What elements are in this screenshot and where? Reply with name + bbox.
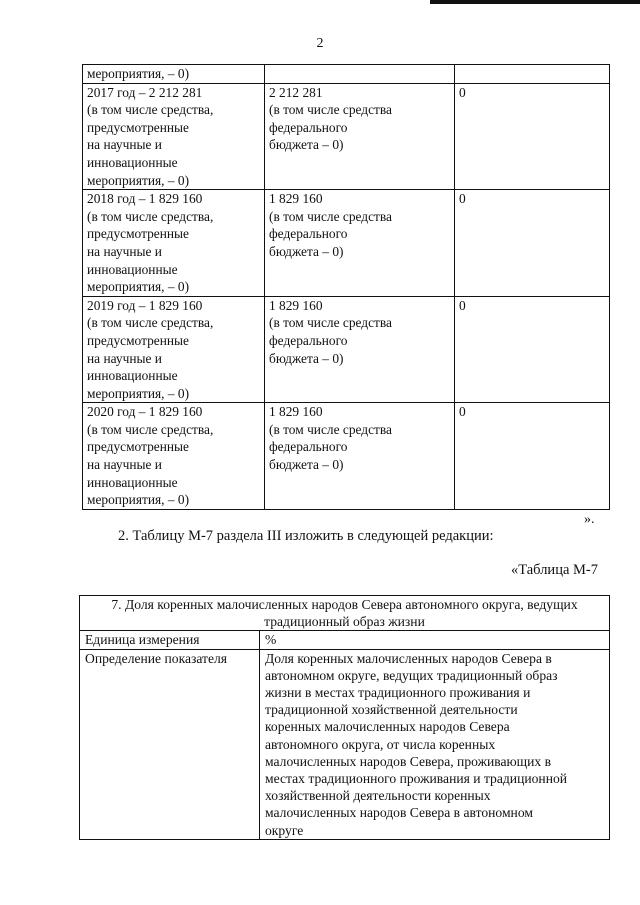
funding-cell-other: 0 bbox=[455, 190, 610, 297]
funding-cell-other: 0 bbox=[455, 403, 610, 510]
cell-line: (в том числе средства bbox=[269, 208, 392, 224]
funding-cell-other: 0 bbox=[455, 296, 610, 403]
definition-label: Определение показателя bbox=[80, 649, 260, 839]
definition-line: традиционной хозяйственной деятельности bbox=[265, 702, 518, 718]
cell-line: (в том числе средства, bbox=[87, 315, 214, 331]
cell-line: (в том числе средства, bbox=[87, 102, 214, 118]
cell-line: на научные и bbox=[87, 137, 162, 153]
cell-line: предусмотренные bbox=[87, 119, 189, 135]
page-top-mark bbox=[430, 0, 640, 4]
cell-line: инновационные bbox=[87, 261, 178, 277]
cell-line: бюджета – 0) bbox=[269, 243, 344, 259]
definition-line: автономном округе, ведущих традиционный образ bbox=[265, 667, 558, 683]
definition-line: жизни в местах традиционного проживания и bbox=[265, 685, 531, 701]
page-number: 2 bbox=[316, 36, 324, 51]
cell-line: федерального bbox=[269, 332, 348, 348]
cell-line: мероприятия, – 0) bbox=[87, 279, 190, 295]
unit-row bbox=[80, 631, 610, 649]
funding-cell-tail: мероприятия, – 0) bbox=[83, 65, 265, 84]
unit-value: % bbox=[260, 631, 610, 649]
cell-line: 2017 год – 2 212 281 bbox=[87, 84, 203, 100]
cell-line: 2020 год – 1 829 160 bbox=[87, 404, 203, 420]
funding-cell-budget bbox=[265, 296, 455, 403]
funding-cell-budget bbox=[265, 190, 455, 297]
cell-line: на научные и bbox=[87, 457, 162, 473]
funding-table bbox=[82, 64, 610, 510]
funding-cell-empty bbox=[455, 65, 610, 84]
definition-line: малочисленных народов Севера в автономном bbox=[265, 805, 533, 821]
definition-line: местах традиционного проживания и традиционной bbox=[265, 771, 568, 787]
definition-line: коренных малочисленных народов Севера bbox=[265, 719, 510, 735]
funding-row-continued bbox=[83, 65, 610, 84]
indicator-title-line: традиционный образ жизни bbox=[264, 614, 425, 630]
funding-cell-other: 0 bbox=[455, 83, 610, 190]
funding-row bbox=[83, 403, 610, 510]
cell-line: (в том числе средства, bbox=[87, 421, 214, 437]
funding-row bbox=[83, 190, 610, 297]
cell-line: (в том числе средства bbox=[269, 102, 392, 118]
funding-cell-total bbox=[83, 190, 265, 297]
cell-line: (в том числе средства bbox=[269, 315, 392, 331]
definition-line: округе bbox=[265, 822, 304, 838]
indicator-title-line: 7. Доля коренных малочисленных народов Севера автономного округа, ведущих bbox=[111, 597, 578, 612]
cell-line: 2 212 281 bbox=[269, 84, 323, 100]
cell-line: мероприятия, – 0) bbox=[87, 172, 190, 188]
funding-cell-budget bbox=[265, 83, 455, 190]
cell-line: предусмотренные bbox=[87, 332, 189, 348]
funding-cell-empty bbox=[265, 65, 455, 84]
definition-line: хозяйственной деятельности коренных bbox=[265, 788, 491, 804]
closing-quote: ». bbox=[584, 512, 595, 527]
funding-cell-total bbox=[83, 296, 265, 403]
cell-line: инновационные bbox=[87, 154, 178, 170]
cell-line: предусмотренные bbox=[87, 226, 189, 242]
definition-text bbox=[260, 649, 610, 839]
cell-line: на научные и bbox=[87, 243, 162, 259]
cell-line: на научные и bbox=[87, 350, 162, 366]
cell-line: мероприятия, – 0) bbox=[87, 385, 190, 401]
cell-line: 1 829 160 bbox=[269, 404, 323, 420]
funding-cell-total bbox=[83, 403, 265, 510]
definition-line: автономного округа, от числа коренных bbox=[265, 736, 496, 752]
cell-line: 2019 год – 1 829 160 bbox=[87, 297, 203, 313]
cell-line: инновационные bbox=[87, 474, 178, 490]
amendment-instruction: 2. Таблицу М-7 раздела III изложить в следующей редакции: bbox=[118, 528, 494, 544]
cell-line: (в том числе средства, bbox=[87, 208, 214, 224]
cell-line: федерального bbox=[269, 119, 348, 135]
cell-line: бюджета – 0) bbox=[269, 457, 344, 473]
unit-label: Единица измерения bbox=[80, 631, 260, 649]
cell-line: мероприятия, – 0) bbox=[87, 492, 190, 508]
indicator-title bbox=[80, 596, 610, 631]
cell-line: 1 829 160 bbox=[269, 297, 323, 313]
cell-line: инновационные bbox=[87, 368, 178, 384]
cell-line: бюджета – 0) bbox=[269, 137, 344, 153]
funding-cell-total bbox=[83, 83, 265, 190]
definition-line: малочисленных народов Севера, проживающих в bbox=[265, 753, 552, 769]
table-caption: «Таблица М-7 bbox=[511, 562, 598, 578]
indicator-title-row bbox=[80, 596, 610, 631]
cell-line: (в том числе средства bbox=[269, 421, 392, 437]
definition-line: Доля коренных малочисленных народов Севера в bbox=[265, 650, 552, 666]
cell-line: 1 829 160 bbox=[269, 191, 323, 207]
cell-line: предусмотренные bbox=[87, 439, 189, 455]
definition-row bbox=[80, 649, 610, 839]
cell-line: федерального bbox=[269, 439, 348, 455]
cell-line: федерального bbox=[269, 226, 348, 242]
funding-row bbox=[83, 83, 610, 190]
cell-line: 2018 год – 1 829 160 bbox=[87, 191, 203, 207]
cell-line: бюджета – 0) bbox=[269, 350, 344, 366]
funding-cell-budget bbox=[265, 403, 455, 510]
funding-row bbox=[83, 296, 610, 403]
indicator-table bbox=[79, 595, 610, 840]
